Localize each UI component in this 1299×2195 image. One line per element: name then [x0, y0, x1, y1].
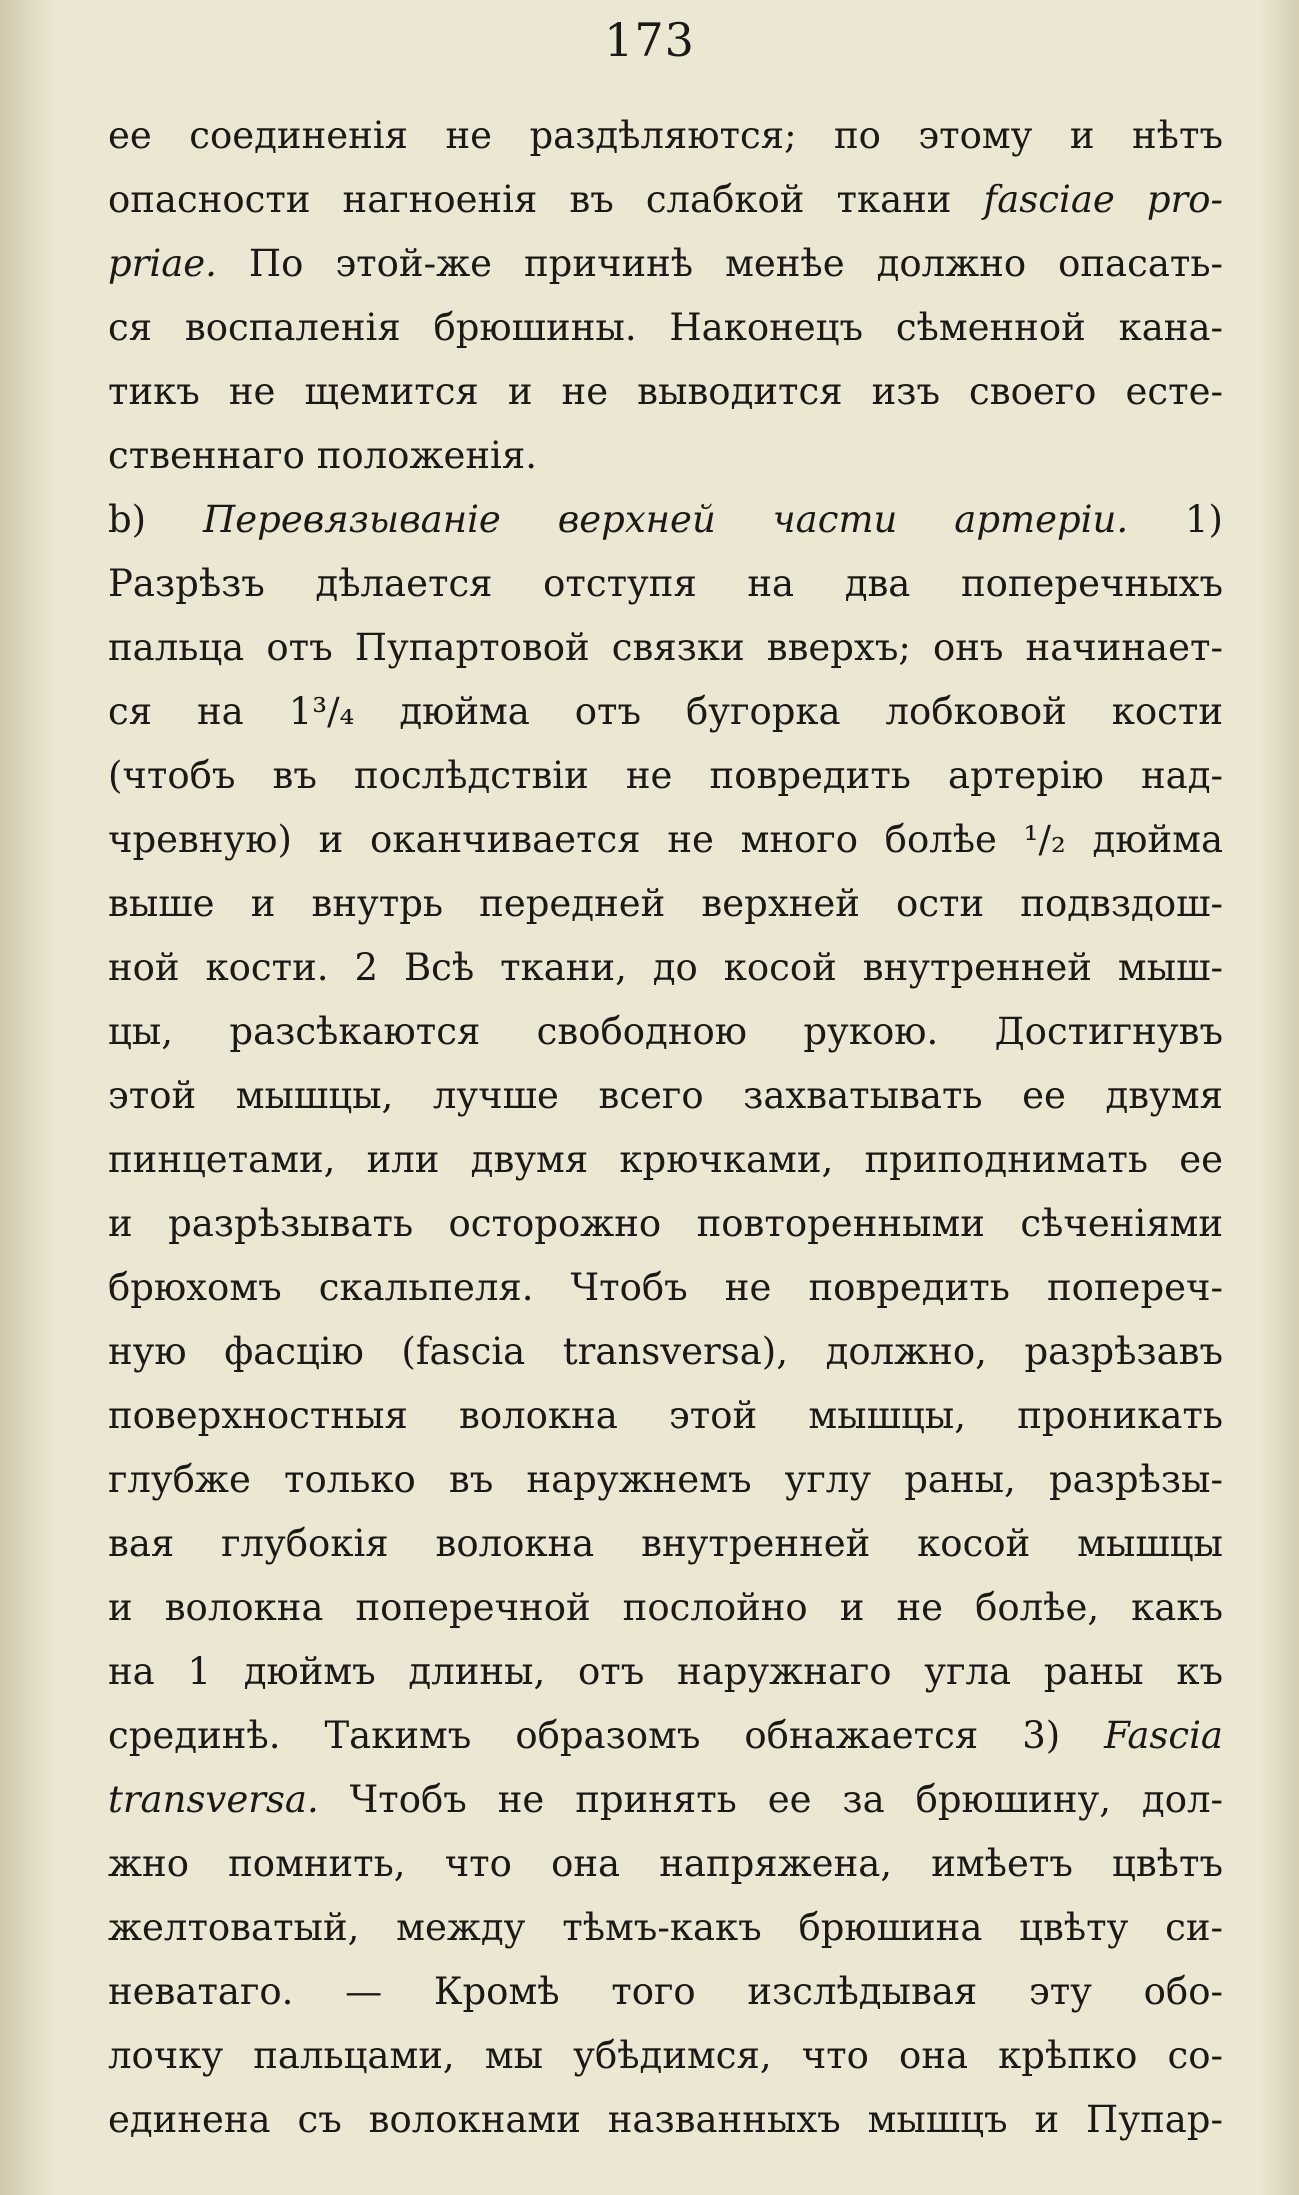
- text-line: [108, 1832, 1223, 1896]
- text-segment: опасности нагноенія въ слабкой ткани: [108, 178, 984, 221]
- text-line: [108, 936, 1223, 1000]
- text-line: [108, 2088, 1223, 2152]
- text-segment: вая глубокія волокна внутренней косой мышцы: [108, 1522, 1223, 1565]
- text-line: [108, 1704, 1223, 1768]
- text-segment: пинцетами, или двумя крючками, приподнимать ее: [108, 1138, 1223, 1181]
- text-segment: срединѣ. Такимъ образомъ обнажается 3): [108, 1714, 1105, 1757]
- text-segment: единена съ волокнами названныхъ мышцъ и Пупар-: [108, 2098, 1223, 2141]
- text-line: [108, 1064, 1223, 1128]
- text-line: [108, 488, 1223, 552]
- text-line: [108, 1640, 1223, 1704]
- text-line: [108, 1448, 1223, 1512]
- text-segment: лочку пальцами, мы убѣдимся, что она крѣпко со-: [108, 2034, 1223, 2077]
- text-segment: брюхомъ скальпеля. Чтобъ не повредить попереч-: [108, 1266, 1223, 1309]
- text-segment: пальца отъ Пупартовой связки вверхъ; онъ начинает-: [108, 626, 1223, 669]
- text-line: [108, 1320, 1223, 1384]
- text-segment: чревную) и оканчивается не много болѣе ¹/₂ дюйма: [108, 818, 1223, 861]
- text-segment: поверхностныя волокна этой мышцы, проникать: [108, 1394, 1223, 1437]
- italic-text: transversa.: [108, 1778, 319, 1821]
- text-segment: цы, разсѣкаются свободною рукою. Достигнувъ: [108, 1010, 1223, 1053]
- text-line: [108, 1960, 1223, 2024]
- text-line: [108, 616, 1223, 680]
- text-segment: на 1 дюймъ длины, отъ наружнаго угла раны къ: [108, 1650, 1223, 1693]
- text-segment: неватаго. — Кромѣ того изслѣдывая эту обо-: [108, 1970, 1223, 2013]
- scan-edge-right: [1259, 0, 1299, 2195]
- text-line: [108, 1256, 1223, 1320]
- text-segment: (чтобъ въ послѣдствіи не повредить артерію над-: [108, 754, 1223, 797]
- text-segment: ственнаго положенія.: [108, 434, 537, 477]
- italic-text: fasciae pro-: [983, 178, 1223, 221]
- text-segment: ной кости. 2 Всѣ ткани, до косой внутренней мыш-: [108, 946, 1223, 989]
- text-segment: этой мышцы, лучше всего захватывать ее двумя: [108, 1074, 1223, 1117]
- italic-text: priae.: [108, 242, 217, 285]
- text-segment: ся воспаленія брюшины. Наконецъ сѣменной кана-: [108, 306, 1223, 349]
- text-segment: жно помнить, что она напряжена, имѣетъ цвѣтъ: [108, 1842, 1223, 1885]
- text-line: [108, 296, 1223, 360]
- text-segment: тикъ не щемится и не выводится изъ своего есте-: [108, 370, 1223, 413]
- text-line: [108, 360, 1223, 424]
- text-line: [108, 872, 1223, 936]
- text-line: [108, 1512, 1223, 1576]
- text-segment: b): [108, 498, 204, 541]
- text-segment: желтоватый, между тѣмъ-какъ брюшина цвѣту си-: [108, 1906, 1223, 1949]
- text-segment: и разрѣзывать осторожно повторенными сѣченіями: [108, 1202, 1223, 1245]
- text-line: [108, 1576, 1223, 1640]
- text-segment: Чтобъ не принять ее за брюшину, дол-: [318, 1778, 1223, 1821]
- text-segment: ее соединенія не раздѣляются; по этому и нѣтъ: [108, 114, 1223, 157]
- text-line: [108, 1896, 1223, 1960]
- text-line: [108, 2024, 1223, 2088]
- text-segment: выше и внутрь передней верхней ости подвздош-: [108, 882, 1223, 925]
- text-line: [108, 232, 1223, 296]
- text-line: [108, 168, 1223, 232]
- text-segment: ную фасцію (fascia transversa), должно, разрѣзавъ: [108, 1330, 1223, 1373]
- text-line: [108, 1192, 1223, 1256]
- text-line: [108, 1128, 1223, 1192]
- text-line: [108, 104, 1223, 168]
- text-line: [108, 808, 1223, 872]
- scan-edge-left: [0, 0, 55, 2195]
- text-line: [108, 1384, 1223, 1448]
- italic-text: Fascia: [1104, 1714, 1223, 1757]
- italic-text: Перевязываніе верхней части артеріи.: [203, 498, 1129, 541]
- text-line: [108, 680, 1223, 744]
- text-line: [108, 1768, 1223, 1832]
- text-segment: 1): [1128, 498, 1223, 541]
- body-text: [108, 104, 1223, 2152]
- text-line: [108, 744, 1223, 808]
- text-segment: глубже только въ наружнемъ углу раны, разрѣзы-: [108, 1458, 1223, 1501]
- page-number: 173: [604, 13, 695, 67]
- text-segment: и волокна поперечной послойно и не болѣе, какъ: [108, 1586, 1223, 1629]
- text-line: [108, 424, 1223, 488]
- text-segment: Разрѣзъ дѣлается отступя на два поперечныхъ: [108, 562, 1223, 605]
- text-line: [108, 552, 1223, 616]
- text-segment: По этой-же причинѣ менѣе должно опасать-: [216, 242, 1223, 285]
- text-segment: ся на 1³/₄ дюйма отъ бугорка лобковой кости: [108, 690, 1223, 733]
- text-line: [108, 1000, 1223, 1064]
